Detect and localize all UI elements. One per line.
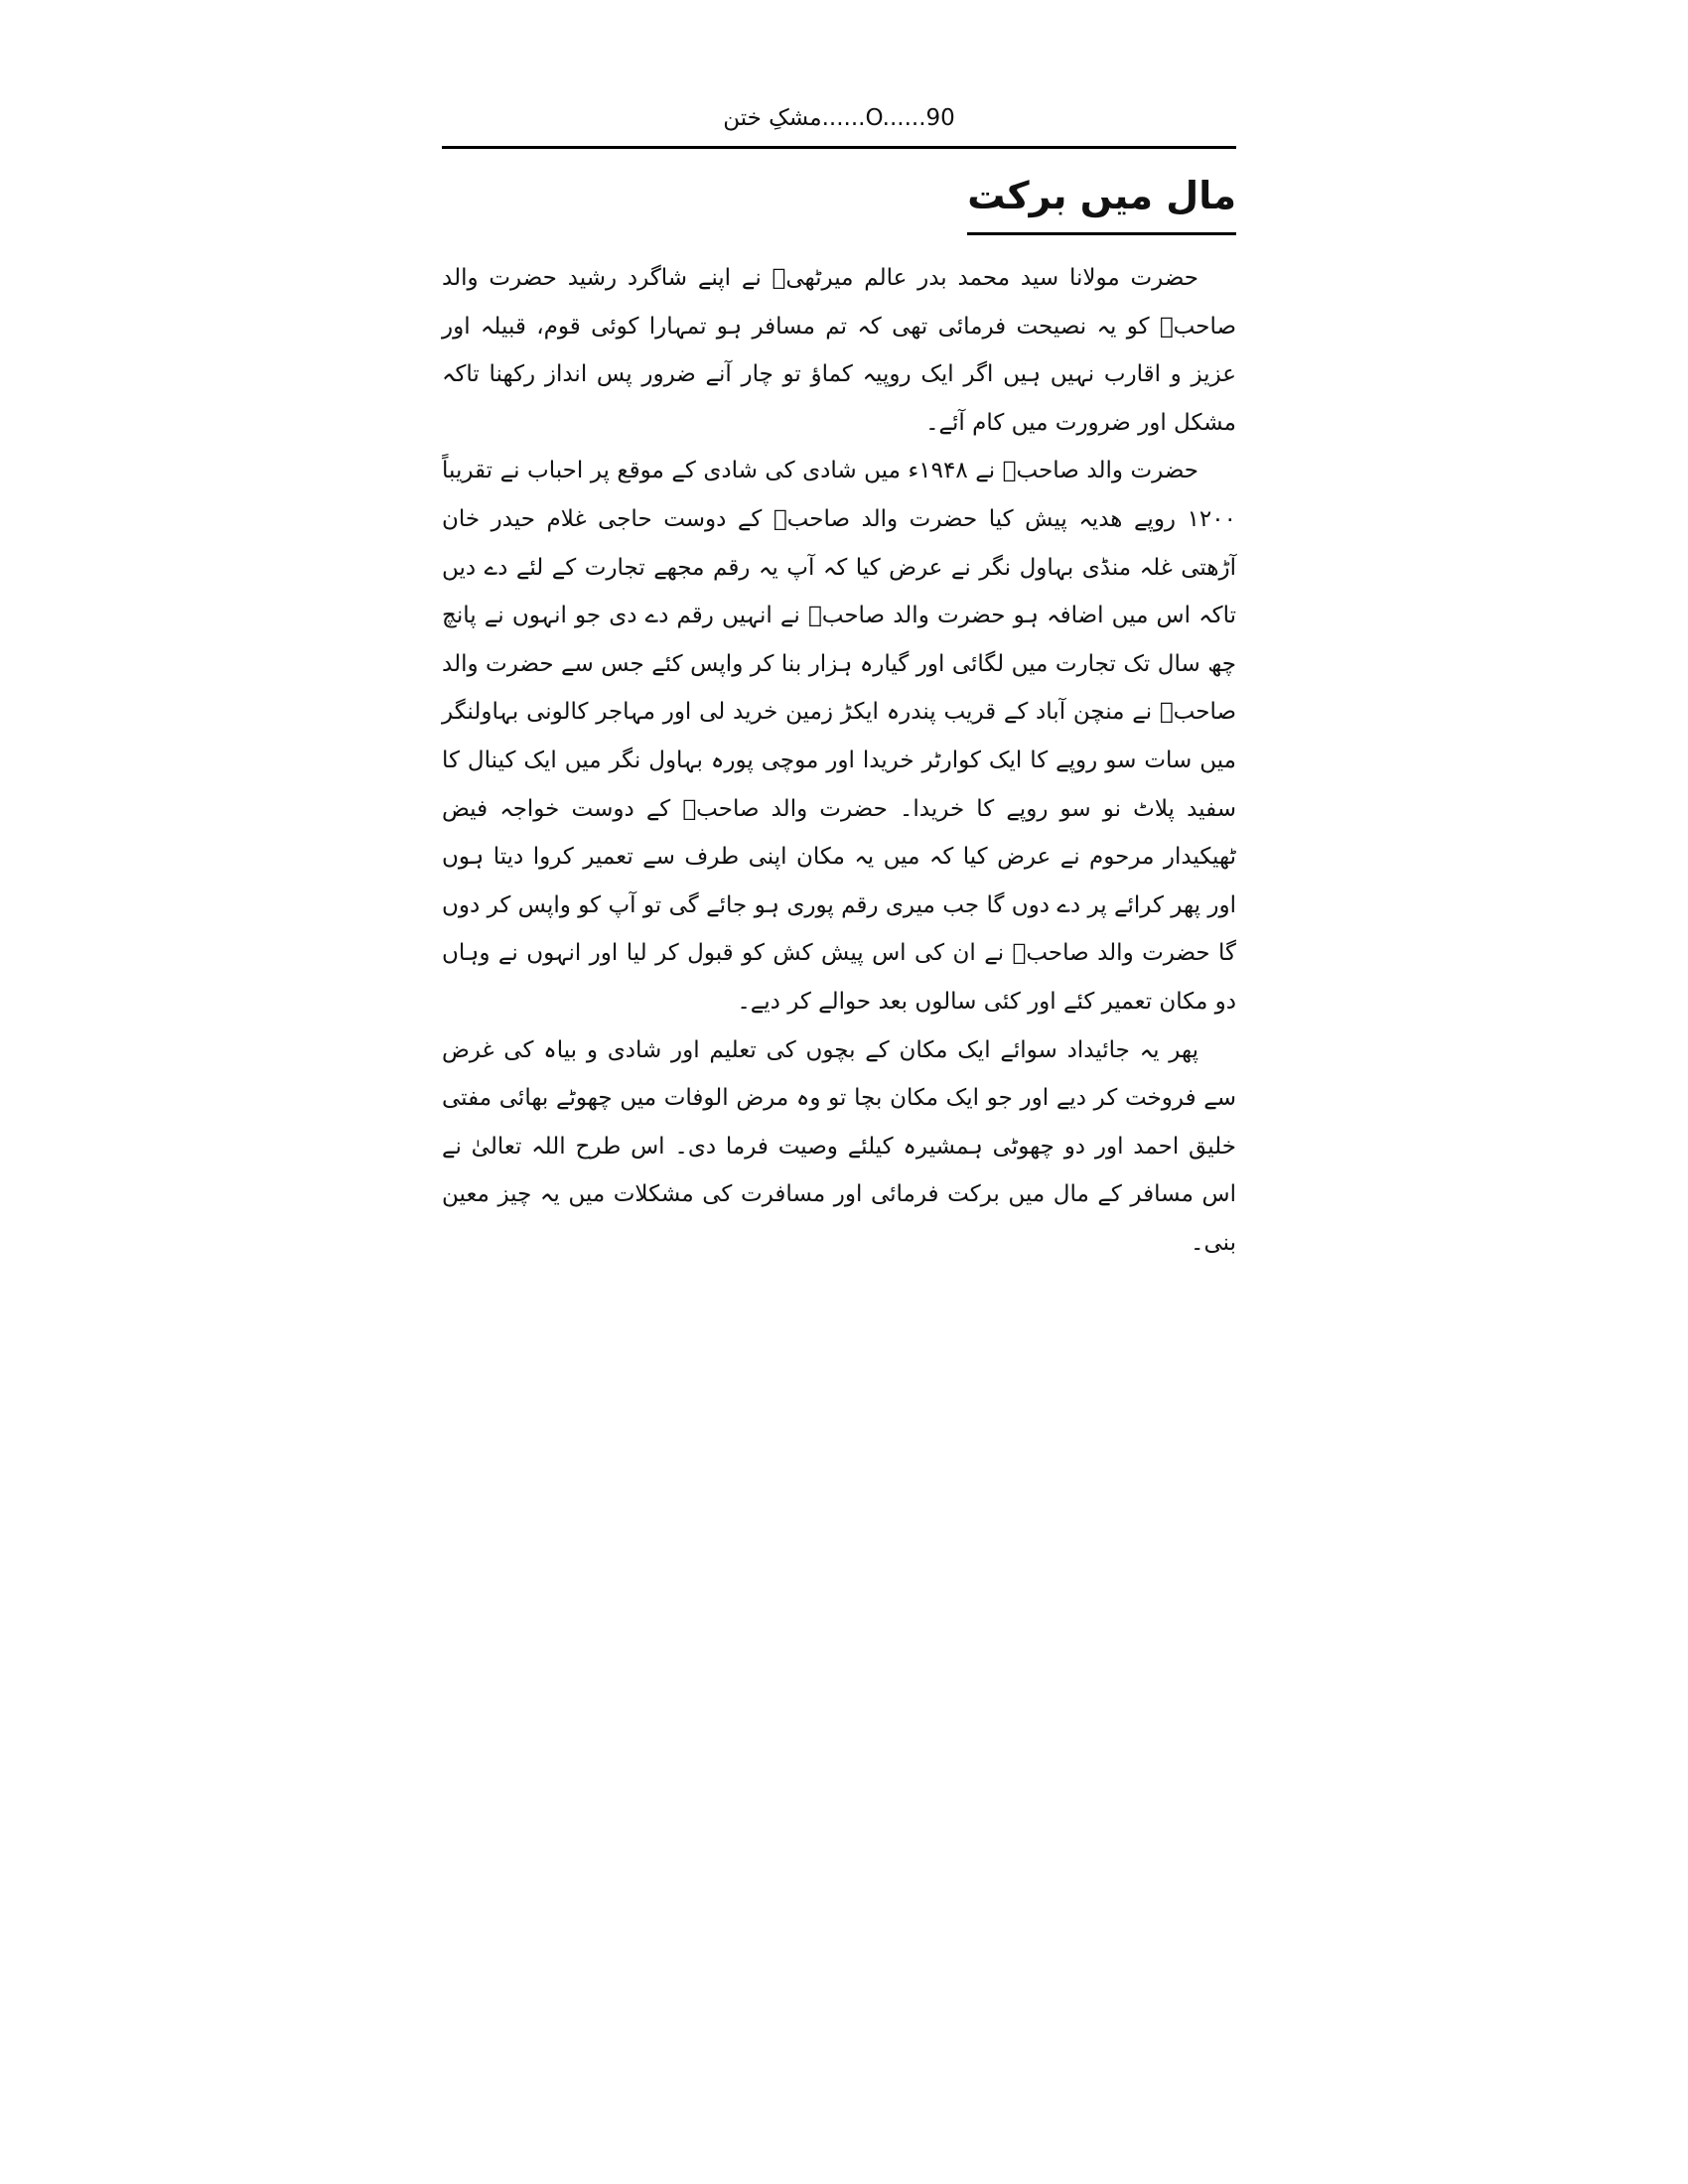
paragraph-1: حضرت مولانا سید محمد بدر عالم میرٹھیؒ نے اپنے شاگرد رشید حضرت والد صاحبؒ کو یہ نصیحت فرمائی تھی کہ تم مسافر ہو تمہارا کوئی قوم، قبیلہ اور عزیز و اقارب نہیں ہیں اگر ایک روپیہ کماؤ تو چار آنے ضرور پس انداز رکھنا تاکہ مشکل اور ضرورت میں کام آئے۔: [442, 265, 1236, 436]
chapter-title: مال میں برکت: [967, 165, 1236, 235]
paragraph-2: حضرت والد صاحبؒ نے ۱۹۴۸ء میں شادی کی شادی کے موقع پر احباب نے تقریباً ۱۲۰۰ روپے ھدیہ پیش کیا حضرت والد صاحبؒ کے دوست حاجی غلام حیدر خان آڑھتی غلہ منڈی بہاول نگر نے عرض کیا کہ آپ یہ رقم مجھے تجارت کے لئے دے دیں تاکہ اس میں اضافہ ہو حضرت والد صاحبؒ نے انہیں رقم دے دی جو انہوں نے پانچ چھ سال تک تجارت میں لگائی اور گیارہ ہزار بنا کر واپس کئے جس سے حضرت والد صاحبؒ نے منچن آباد کے قریب پندرہ ایکڑ زمین خرید لی اور مہاجر کالونی بہاولنگر میں سات سو روپے کا ایک کوارٹر خریدا اور موچی پورہ بہاول نگر میں ایک کینال کا سفید پلاٹ نو سو روپے کا خریدا۔ حضرت والد صاحبؒ کے دوست خواجہ فیض ٹھیکیدار مرحوم نے عرض کیا کہ میں یہ مکان اپنی طرف سے تعمیر کروا دیتا ہوں اور پھر کرائے پر دے دوں گا جب میری رقم پوری ہو جائے گی تو آپ کو واپس کر دوں گا حضرت والد صاحبؒ نے ان کی اس پیش کش کو قبول کر لیا اور انہوں نے وہاں دو مکان تعمیر کئے اور کئی سالوں بعد حوالے کر دیے۔: [442, 458, 1236, 1015]
running-header: مشکِ ختن......O......90: [723, 105, 955, 131]
paragraph-3: پھر یہ جائیداد سوائے ایک مکان کے بچوں کی تعلیم اور شادی و بیاہ کی غرض سے فروخت کر دیے اور جو ایک مکان بچا تو وہ مرض الوفات میں چھوٹے بھائی مفتی خلیق احمد اور دو چھوٹی ہمشیرہ کیلئے وصیت فرما دی۔ اس طرح اللہ تعالیٰ نے اس مسافر کے مال میں برکت فرمائی اور مسافرت کی مشکلات میں یہ چیز معین بنی۔: [442, 1036, 1236, 1256]
header-divider: [442, 146, 1236, 149]
body-text: [442, 254, 1236, 1267]
